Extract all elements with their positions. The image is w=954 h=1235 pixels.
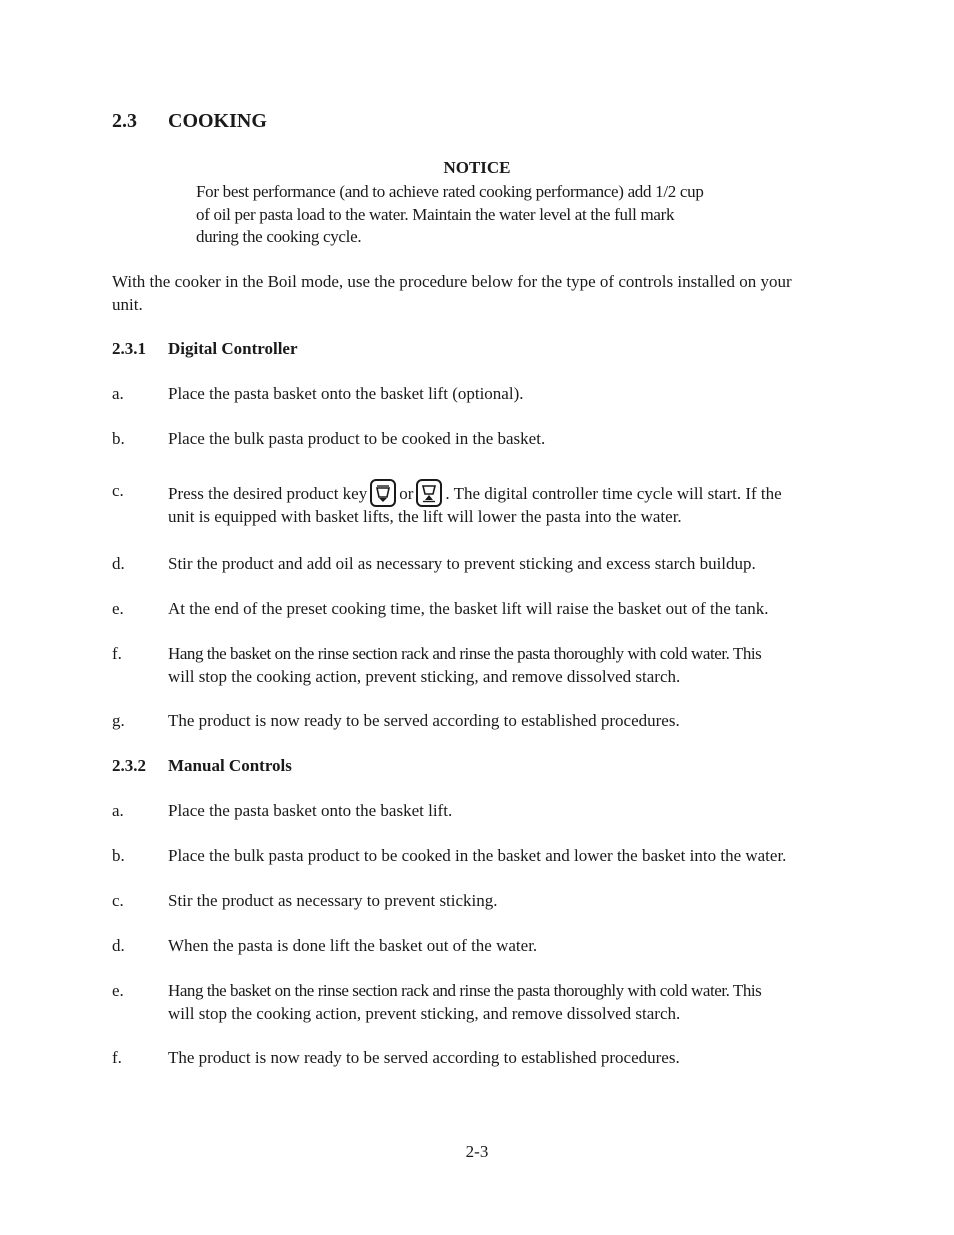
item-text: Place the bulk pasta product to be cooked in the basket and lower the basket into the water.	[168, 846, 787, 865]
item-letter: a.	[112, 384, 124, 403]
intro-line: unit.	[112, 294, 143, 314]
item-letter: g.	[112, 711, 125, 730]
item-text: unit is equipped with basket lifts, the lift will lower the pasta into the water.	[168, 507, 682, 527]
notice-line: during the cooking cycle.	[196, 227, 362, 246]
item-text: . The digital controller time cycle will start. If the	[445, 484, 782, 503]
item-text: Hang the basket on the rinse section rack and rinse the pasta thoroughly with cold water. This	[168, 644, 762, 663]
item-letter: f.	[112, 644, 122, 663]
item-text: Stir the product as necessary to prevent sticking.	[168, 891, 498, 910]
item-letter: e.	[112, 981, 124, 1000]
item-text: Place the pasta basket onto the basket lift (optional).	[168, 384, 524, 403]
subsection-number: 2.3.1	[112, 339, 146, 358]
notice-body	[196, 181, 766, 249]
item-text: At the end of the preset cooking time, the basket lift will raise the basket out of the tank.	[168, 599, 769, 618]
item-text: Stir the product and add oil as necessary to prevent sticking and excess starch buildup.	[168, 554, 756, 573]
item-letter: d.	[112, 936, 125, 955]
notice-title: NOTICE	[443, 158, 511, 177]
item-text: Hang the basket on the rinse section rack and rinse the pasta thoroughly with cold water. This	[168, 981, 762, 1000]
item-text: The product is now ready to be served according to established procedures.	[168, 711, 680, 730]
intro-line: With the cooker in the Boil mode, use the procedure below for the type of controls installed on your	[112, 272, 792, 291]
item-letter: f.	[112, 1048, 122, 1067]
basket-lower-key-icon	[370, 479, 396, 507]
item-text: Press the desired product key	[168, 484, 368, 503]
item-text: When the pasta is done lift the basket out of the water.	[168, 936, 538, 955]
item-letter: c.	[112, 481, 124, 500]
basket-raise-key-icon	[416, 479, 442, 507]
section-number: 2.3	[112, 110, 137, 132]
subsection-title: Digital Controller	[168, 339, 298, 358]
item-letter: b.	[112, 429, 125, 448]
page-number: 2-3	[465, 1142, 489, 1161]
item-letter: e.	[112, 599, 124, 618]
section-title: COOKING	[168, 110, 267, 132]
item-letter: a.	[112, 801, 124, 820]
subsection-title: Manual Controls	[168, 756, 292, 775]
notice-line: of oil per pasta load to the water. Maintain the water level at the full mark	[196, 204, 675, 224]
subsection-number: 2.3.2	[112, 756, 146, 775]
item-letter: b.	[112, 846, 125, 865]
item-text: will stop the cooking action, prevent sticking, and remove dissolved starch.	[168, 666, 681, 686]
item-letter: c.	[112, 891, 124, 910]
item-letter: d.	[112, 554, 125, 573]
item-text: Place the pasta basket onto the basket lift.	[168, 801, 453, 820]
notice-line: For best performance (and to achieve rated cooking performance) add 1/2 cup	[196, 182, 704, 201]
intro-paragraph	[112, 271, 847, 316]
item-text: Place the bulk pasta product to be cooked in the basket.	[168, 429, 546, 448]
item-text: or	[399, 484, 414, 503]
item-text: will stop the cooking action, prevent sticking, and remove dissolved starch.	[168, 1003, 681, 1023]
item-text: The product is now ready to be served according to established procedures.	[168, 1048, 680, 1067]
